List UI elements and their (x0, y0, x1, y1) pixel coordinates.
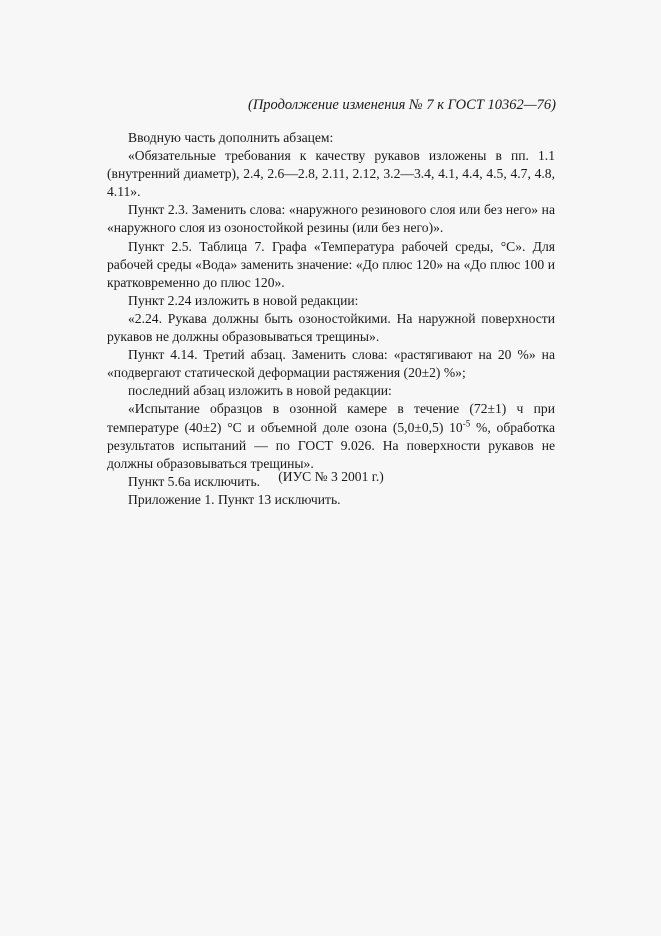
paragraph: Пункт 2.5. Таблица 7. Графа «Температура рабочей среды, °С». Для рабочей среды «Вода» заменить значение: «До плюс 120» на «До плюс 100 и кратковременно до плюс 120». (107, 238, 555, 290)
paragraph: Приложение 1. Пункт 13 исключить. (128, 491, 341, 507)
source-reference: (ИУС № 3 2001 г.) (278, 469, 384, 484)
paragraph: Пункт 2.24 изложить в новой редакции: (128, 292, 359, 308)
paragraph (107, 400, 555, 472)
page-header: (Продолжение изменения № 7 к ГОСТ 10362—76) (247, 97, 556, 113)
paragraph: «2.24. Рукава должны быть озоностойкими. На наружной поверхности рукавов не должны образовываться трещины». (107, 310, 555, 345)
paragraph: Пункт 5.6а исключить. (128, 473, 261, 489)
exponent: -5 (462, 417, 471, 428)
paragraph: последний абзац изложить в новой редакции: (128, 383, 392, 399)
paragraph: Пункт 2.3. Заменить слова: «наружного резинового слоя или без него» на «наружного слоя из озоностойкой резины (или без него)». (107, 202, 555, 236)
paragraph-part: %, обработка результатов испытаний — по ГОСТ 9.026. На поверхности рукавов не должны образовываться трещины». (107, 419, 555, 471)
paragraph: Вводную часть дополнить абзацем: (128, 130, 334, 145)
paragraph-part: «Испытание образцов в озонной камере в течение (72±1) ч при температуре (40±2) °С и объемной доле озона (5,0±0,5) 10 (107, 401, 555, 435)
document-body (107, 129, 555, 509)
paragraph: Пункт 4.14. Третий абзац. Заменить слова: «растягивают на 20 %» на «подвергают статической деформации растяжения (20±2) %»; (107, 347, 555, 381)
paragraph: «Обязательные требования к качеству рукавов изложены в пп. 1.1 (внутренний диаметр), 2.4, 2.6—2.8, 2.11, 2.12, 3.2—3.4, 4.1, 4.4, 4.5, 4.7, 4.8, 4.11». (107, 148, 555, 200)
